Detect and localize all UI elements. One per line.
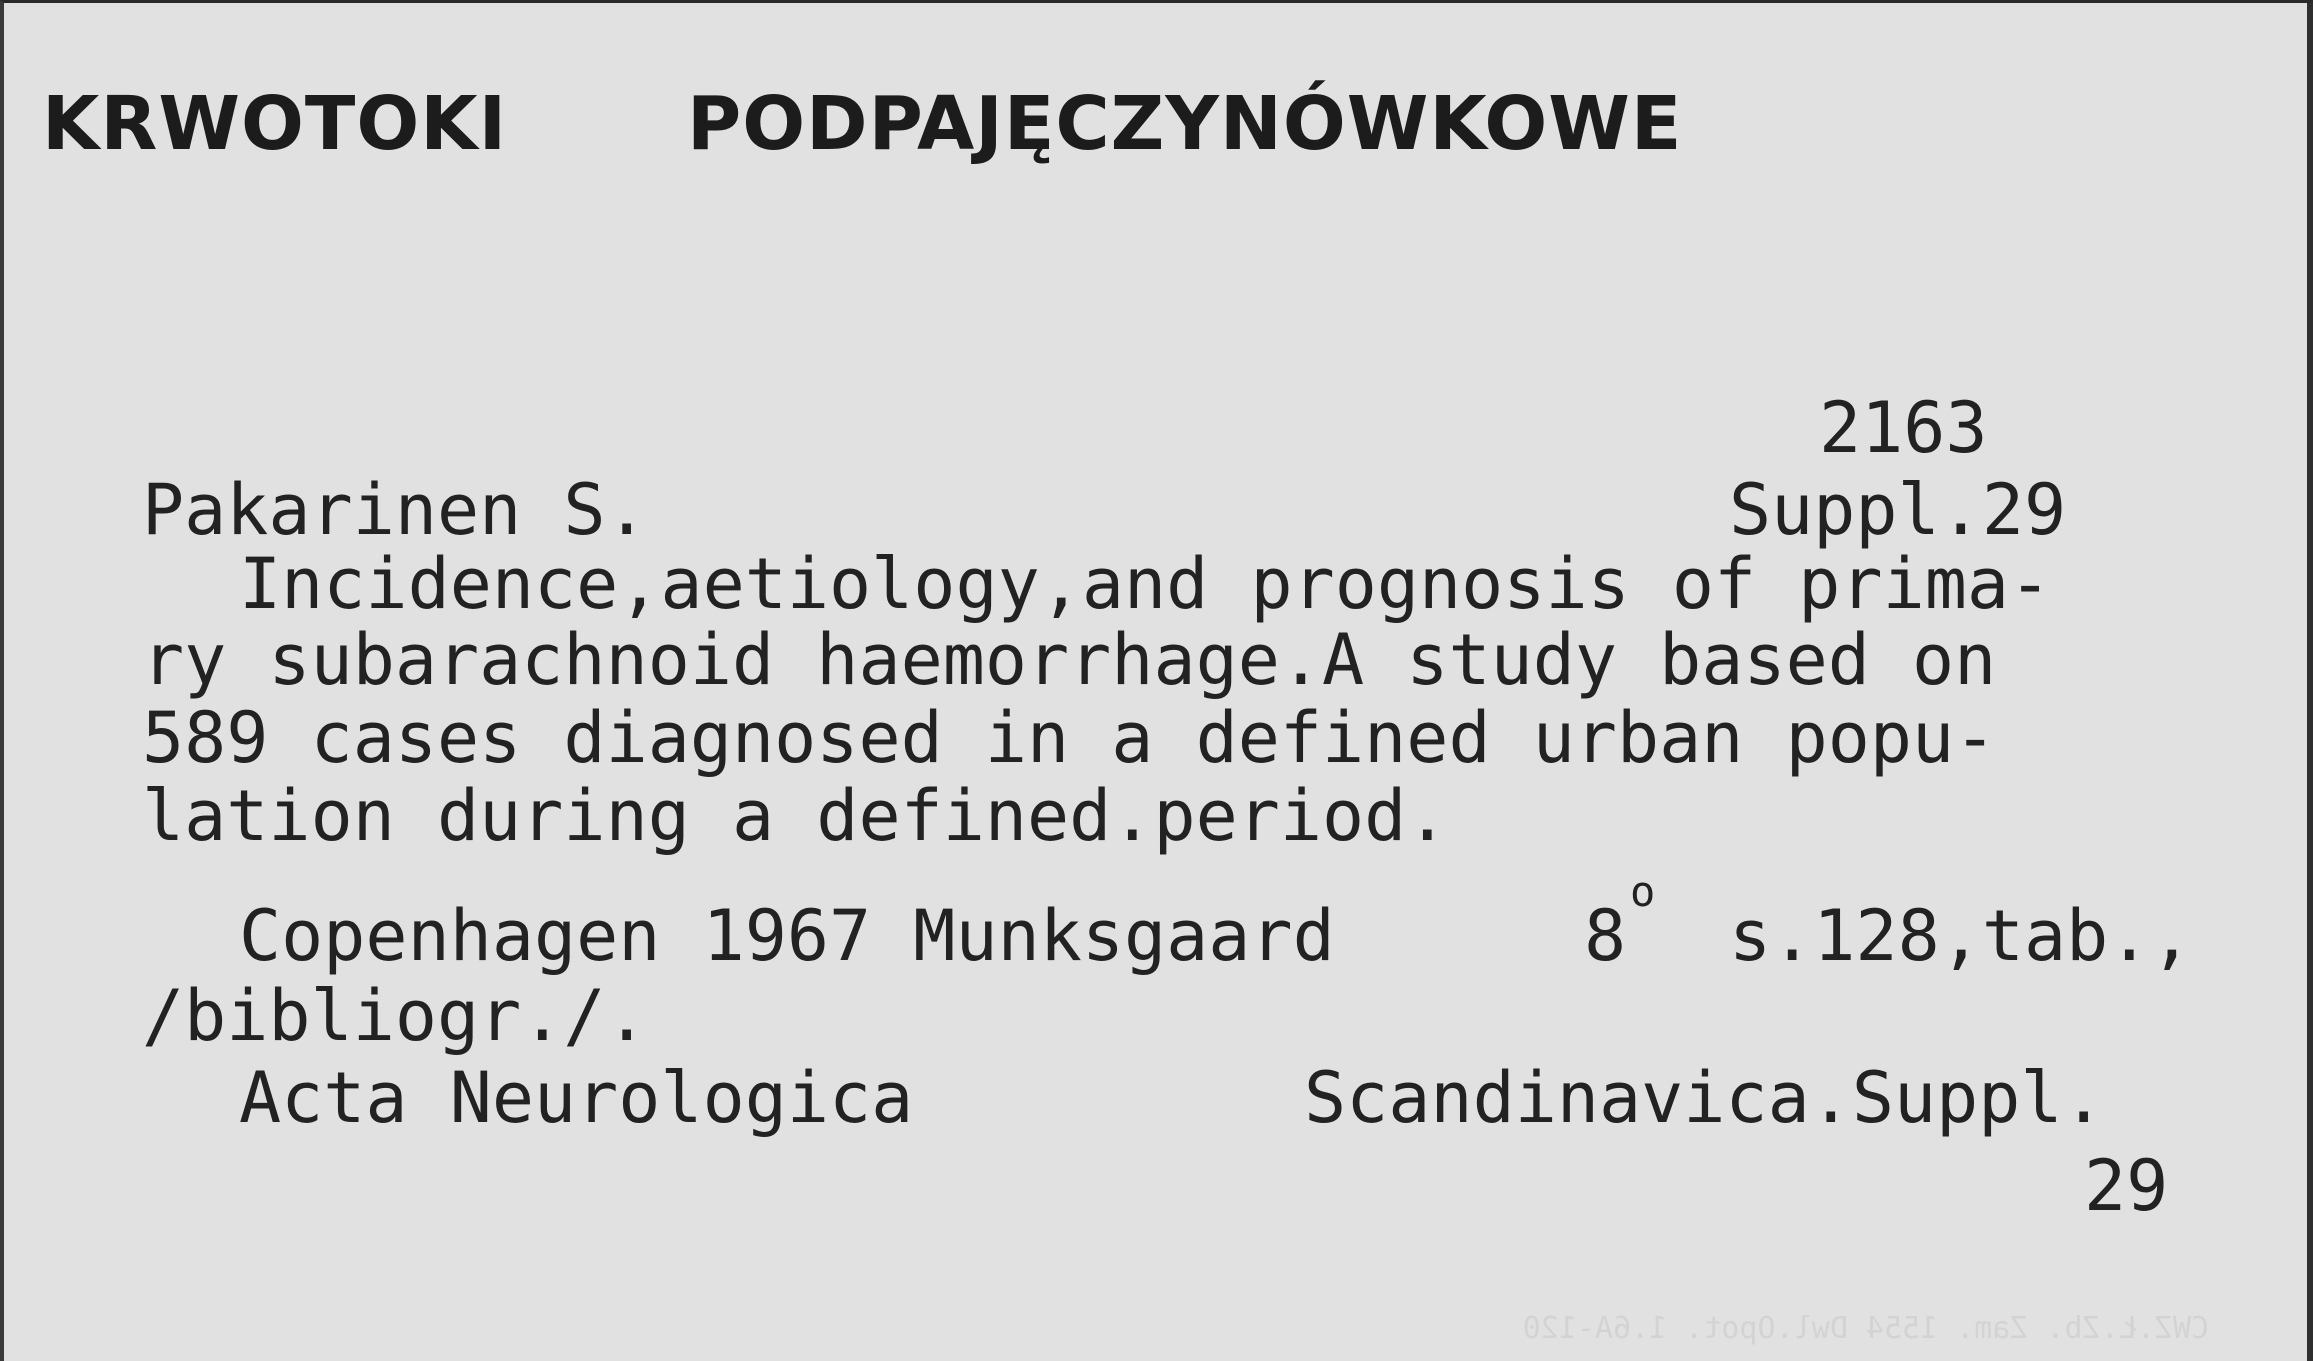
subject-heading-1: KRWOTOKI [42, 81, 508, 167]
title-line: 589 cases diagnosed in a defined urban popu- [142, 697, 1997, 779]
format: 8 [1584, 895, 1627, 977]
card-edge [2307, 3, 2313, 1361]
subject-heading-2: PODPAJĘCZYNÓWKOWE [687, 81, 1683, 167]
format-superscript: o [1630, 867, 1656, 916]
series-title-part-1: Acta Neurologica [239, 1057, 914, 1139]
title-line: lation during a defined.period. [142, 775, 1449, 857]
catalog-number: 2163 [1819, 387, 1988, 469]
series-volume: 29 [2084, 1145, 2169, 1227]
series-number: Suppl.29 [1729, 469, 2067, 551]
mirrored-print-through: CWZ.Ł.Zb. Zam. 1554 Dwl.Opot. 1.6A-120 [1522, 1311, 2209, 1346]
imprint: Copenhagen 1967 Munksgaard [239, 895, 1335, 977]
bibliography-note: /bibliogr./. [142, 975, 648, 1057]
author: Pakarinen S. [142, 469, 648, 551]
title-line: ry subarachnoid haemorrhage.A study based on [142, 619, 1997, 701]
title-line: Incidence,aetiology,and prognosis of prima- [239, 543, 2052, 625]
pagination: s.128,tab., [1729, 895, 2193, 977]
series-title-part-2: Scandinavica.Suppl. [1304, 1057, 2105, 1139]
